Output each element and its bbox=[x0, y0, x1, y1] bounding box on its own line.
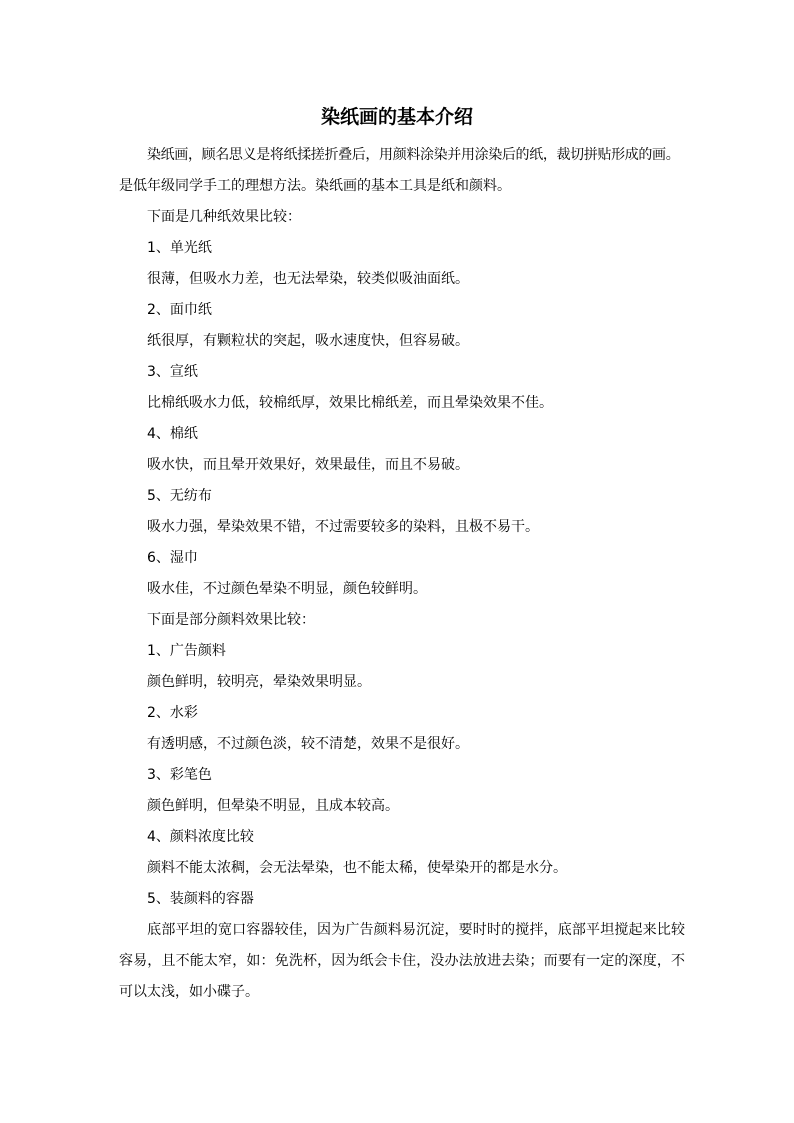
pigment-item-name: 2、水彩 bbox=[147, 705, 198, 721]
pigment-item-desc: 颜料不能太浓稠，会无法晕染，也不能太稀，使晕染开的都是水分。 bbox=[147, 860, 567, 876]
paper-item-name: 5、无纺布 bbox=[147, 488, 212, 504]
pigment-item-desc: 有透明感，不过颜色淡，较不清楚，效果不是很好。 bbox=[147, 736, 469, 752]
paper-item-name: 6、湿巾 bbox=[147, 550, 198, 566]
intro-line-2: 是低年级同学手工的理想方法。染纸画的基本工具是纸和颜料。 bbox=[119, 178, 511, 194]
container-item-name: 5、装颜料的容器 bbox=[147, 891, 254, 907]
document-title: 染纸画的基本介绍 bbox=[320, 106, 473, 128]
pigment-item-desc: 颜色鲜明，但晕染不明显，且成本较高。 bbox=[147, 798, 399, 814]
paper-item-name: 1、单光纸 bbox=[147, 240, 212, 256]
paper-item-desc: 吸水快，而且晕开效果好，效果最佳，而且不易破。 bbox=[147, 457, 469, 473]
pigment-item-desc: 颜色鲜明，较明亮，晕染效果明显。 bbox=[147, 674, 371, 690]
pigment-item-name: 3、彩笔色 bbox=[147, 767, 212, 783]
paper-item-name: 2、面巾纸 bbox=[147, 302, 212, 318]
container-desc-text: 底部平坦的宽口容器较佳，因为广告颜料易沉淀，要时时的搅拌，底部平坦搅起来比较容易，且不能太窄，如：免洗杯，因为纸会卡住，没办法放进去染；而要有一定的深度，不可以太浅，如小碟子。 bbox=[119, 922, 685, 1000]
paper-item-desc: 很薄，但吸水力差，也无法晕染，较类似吸油面纸。 bbox=[147, 271, 469, 287]
paper-item-name: 4、棉纸 bbox=[147, 426, 198, 442]
paper-item-desc: 吸水力强，晕染效果不错，不过需要较多的染料，且极不易干。 bbox=[147, 519, 539, 535]
container-item-desc bbox=[119, 915, 685, 1008]
paper-item-desc: 纸很厚，有颗粒状的突起，吸水速度快，但容易破。 bbox=[147, 333, 469, 349]
intro-line-1: 染纸画，顾名思义是将纸揉搓折叠后，用颜料涂染并用涂染后的纸，裁切拼贴形成的画。 bbox=[147, 147, 680, 163]
pigment-section-heading: 下面是部分颜料效果比较： bbox=[147, 612, 315, 628]
paper-item-desc: 比棉纸吸水力低，较棉纸厚，效果比棉纸差，而且晕染效果不佳。 bbox=[147, 395, 553, 411]
pigment-item-name: 4、颜料浓度比较 bbox=[147, 829, 254, 845]
pigment-item-name: 1、广告颜料 bbox=[147, 643, 226, 659]
document-body bbox=[119, 140, 685, 1008]
paper-item-desc: 吸水佳，不过颜色晕染不明显，颜色较鲜明。 bbox=[147, 581, 427, 597]
paper-section-heading: 下面是几种纸效果比较： bbox=[147, 209, 301, 225]
paper-item-name: 3、宣纸 bbox=[147, 364, 198, 380]
